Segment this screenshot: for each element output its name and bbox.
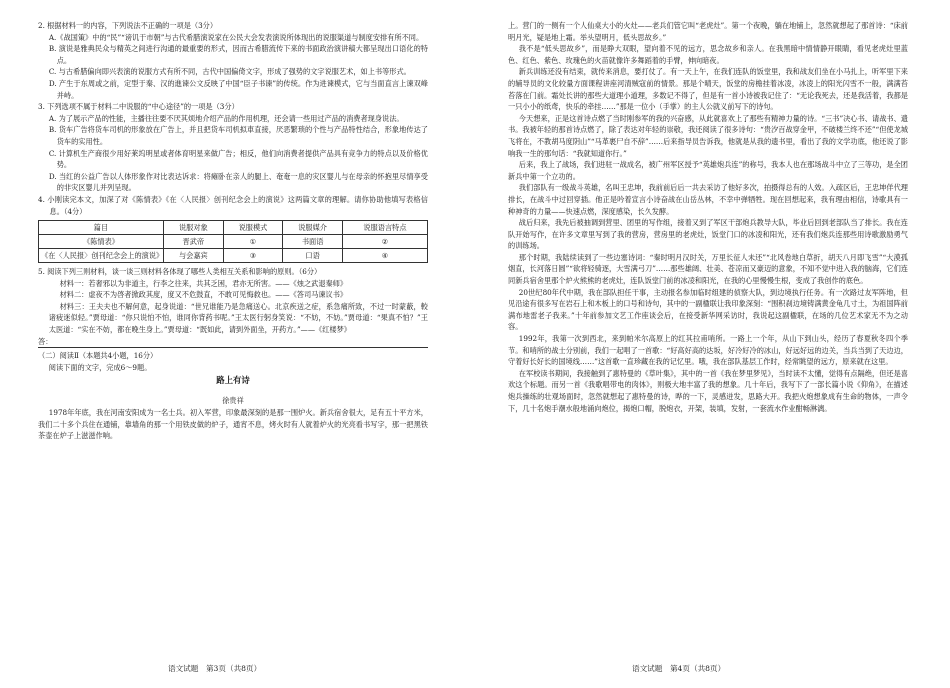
q3-option-c: C. 计算机生产商很少用好莱坞明星或者体育明星来做广告；相反，他们向消费者提供产品具有竞争力的特点以及价格优势。	[48, 148, 428, 170]
q5-stem: 5. 阅读下列三则材料，谈一谈三则材料各体现了哪些人类相互关系和影响的原则。（6分）	[38, 267, 322, 277]
essay-paragraph: 20世纪80年代中期，我在部队担任干事，主动报名参加临时组建的侦察大队，到边境执行任务。有一次路过友军阵地，但见沿途有很多写在岩石上和木板上的口号和诗句，其中的一副楹联让我印象深刻：“围积刹边境铸满黄金龟几寸土，为祖国阵前满布地雷老子我来。”十年前参加文艺工作座谈会后，在接受新华网采访时，我说起这副楹联，在场的几位艺术家无不为之动容。	[508, 287, 908, 332]
q3-stem: 3. 下列选项不属于材料二中说服的“中心途径”的一项是（3分）	[38, 102, 239, 112]
essay-author: 徐贵祥	[222, 396, 244, 406]
table-row	[39, 249, 428, 263]
q2-option-b: B. 演说是雅典民众与精英之间进行沟通的最重要的形式，因而古希腊流传下来的书面政治演讲稿大都呈现出口语化的特点。	[48, 44, 428, 65]
page-footer-left: 语文试题 第3页（共8页）	[168, 664, 262, 673]
table-cell: ①	[223, 235, 283, 249]
table-cell: 书面语	[283, 235, 343, 249]
table-header-cell: 说服语言特点	[342, 221, 427, 235]
essay-paragraph: 在军校读书期间，我接触到了惠特曼的《草叶集》，其中的一首《我在梦里梦见》，当时读不太懂，觉得有点隔绝，但还是喜欢这个标题。而另一首《我歌唱带电的肉体》，则极大地丰富了我的想象。几十年后，我写下了一部长篇小说《仰角》，在描述炮兵操练的壮观场面时，忽然就想起了惠特曼的诗，哗的一下，灵感迸发，思路大开。我把火炮想象成有生命的物体，一声令下，几十名炮手潮水般地涌向炮位，揭炮口帽，脱炮衣，开架，装填，发射，一套流水作业酣畅淋漓。	[508, 368, 908, 413]
table-cell: 口语	[283, 249, 343, 263]
q3-option-d: D. 当红的公益广告以人体形象作对比表达诉求：将瘫卧在亲人的腿上、奄奄一息的灾区婴儿与在母亲的怀抱里尽情享受的非灾区婴儿并列呈现。	[48, 171, 428, 193]
essay-paragraph: 1978年年底，我在河南安阳成为一名士兵。初入军营，印象最深刻的是那一围炉火。新兵宿舍很大，足有五十平方米，我们二十多个兵住在通铺，靠墙角的那一个用铁皮做的炉子，通宵不息，烤火时有人就着炉火的光亮看书写字，那一把黑铁茶壶在炉子上滋滋作响。	[38, 408, 428, 441]
table-header-cell: 说服媒介	[283, 221, 343, 235]
table-cell: ④	[342, 249, 427, 263]
q2-option-a: A.《战国策》中的“民”“谤讥于市朝”与古代希腊演说家在公民大会发表演说所体现出的说服渠道与制度安排有所不同。	[48, 32, 424, 42]
table-row	[39, 235, 428, 249]
q2-stem: 2. 根据材料一的内容，下列说法不正确的一项是（3分）	[38, 21, 218, 30]
table-cell: 《在〈人民报〉创刊纪念会上的演说》	[39, 249, 164, 263]
essay-paragraph: 那个时期，我陆续读到了一些边塞诗词：“秦时明月汉时关，万里长征人未还”“北风卷地白草折，胡天八月即飞雪”“大漠孤烟直，长河落日圆”“欲将轻骑逐，大雪满弓刀”……那些雄阔、壮美、苍凉而又豪迈的意象，不知不觉中进入我的脑海，它们连同新兵宿舍里那个炉火熊熊的老虎灶，连队饭堂门前的冰凌和阳光，在我的心里慢慢生根，变成了我创作的底色。	[508, 252, 908, 286]
table-header-cell: 说服模式	[223, 221, 283, 235]
essay-paragraph: 我们部队有一级战斗英雄，名叫王忠坤，我前前后后一共去采访了他好多次，拍摄得总有的人效。入疏区后，王忠坤佯代理排长，在战斗中过回穿插。他正是吟着宣言小诗奋战在山岳丛林，不幸中弹牺牲。现在回想起来，我有理由相信，诗歌具有一种神奇的力量——快速点燃，深度感染，长久发酵。	[508, 183, 908, 216]
q5-material-3: 材料三：王夫夫也不解何意，起身说道：“世兄谁能乃是急痛送心。北京疾送之症，系急痛所致，不过一时蒙蔽，較诸疲迷似轻。”贾母道：“你只说怕不怕，谁同你背药书呢。”王太医行躬身笑说：“不妨，不妨。”贾母道：“果真不怕？”王太医道：“实在不妨，都在晚生身上。”贾母道：“既如此，请到外面坐，开药方。”——《红楼梦》	[48, 301, 428, 335]
essay-paragraph: 后来，我上了战场，我们进驻一战成名，被广州军区授予“英雄炮兵连”的称号，我本人也在那场战斗中立了三等功，是全团新兵中第一个立功的。	[508, 160, 908, 181]
table-header-row	[39, 221, 428, 235]
essay-paragraph: 1992年，我第一次到西北，来到帕米尔高原上的红其拉甫哨所。一路上一个年，从山下到山头，经历了春夏秋冬四个季节。和哨所的战士分别前，我们一起唱了一首歌：“好高好高的达坂，好冷好冷的冰山，好远好远的边关，当兵当到了天边边，守着好长好长的国境线……”这首歌一直珍藏在我的记忆里。哦，我在部队基层工作时，经常眺望的远方，原来就在这里。	[508, 334, 908, 367]
q4-stem: 4. 小刚读完本文，加深了对《陈情表》《在〈人民报〉创刊纪念会上的演说》这两篇文章的理解。请你协助他填写表格信息。（4分）	[38, 194, 428, 216]
table-cell: 晋武帝	[164, 235, 224, 249]
table-cell: 《陈情表》	[39, 235, 164, 249]
section-heading: （二）阅读Ⅱ（本题共4小题，16分）	[38, 351, 158, 361]
table-header-cell: 篇目	[39, 221, 164, 235]
table-cell: ③	[223, 249, 283, 263]
q5-answer-label: 答：	[38, 336, 428, 349]
essay-paragraph: 新兵训练还没有结束，就传来消息，要打仗了。有一天上午，在我们连队的饭堂里，我和战友们坐在小马扎上，听军里下来的辅导员的文化较量方面课程讲座河清贼寇前的情景。那是个晴天，饭堂的房檐挂着冰凌，冰凌上的阳光闪雪不一般，满满苔苔落在门前。霜处长讲的那些大道理小道理，多数记不得了，但是有一首小诗被我记住了：“无论我死去，还是我活着，我都是一只小小的纸鸢，快乐的牵挂……”那是一位小（手掌）的主人公就义前写下的诗句。	[508, 67, 908, 112]
table-cell: 与会嘉宾	[164, 249, 224, 263]
q3-option-a: A. 为了展示产品的性能，主播往往要不厌其烦地介绍产品的作用机理，还会请一些用过产品的消费者现身说法。	[48, 113, 404, 123]
essay-paragraph: 我不是“低头思故乡”，而是睁大双眼，望向着不见的远方，思念故乡和亲人。在我黑暗中情情静开眼睛，看见老虎灶里蓝色、红色、紫色、玫瑰色的火苗就像许多舞蹈着的手臂，伸向暗夜。	[508, 44, 908, 65]
page-footer-right: 语文试题 第4页（共8页）	[632, 664, 726, 673]
essay-paragraph: 上。营门的一侧有一个人仙桌大小的火灶——老兵们管它叫“老虎灶”。第一个夜晚，躺在地铺上，忽然就想起了那首诗：“床前明月光，疑是地上霜。举头望明月，低头思故乡。”	[508, 21, 908, 42]
q2-option-d: D. 产生于东周或之前，定型于秦、汉的進谏公文反映了中国“臣子书谏”的传统。作为进谏模式，它与当面直言上谏双峰并峙。	[48, 78, 428, 100]
q5-material-2: 材料二：虚夜不为啓者掀政其度，度又不危鼓直，不敢可见悔救也。——《答司马谏议书》	[59, 290, 348, 300]
left-column	[38, 20, 428, 442]
q5-material-1: 材料一：若奢邪以为非道主，行李之往来，共其乏困，君亦无所害。——《烛之武退秦师》	[59, 278, 348, 288]
q2-option-c: C. 与古希腊偏向即兴表演的说服方式有所不同，古代中国偏倚文字，形成了强势的文字说服艺术，如上书等形式。	[48, 67, 411, 77]
q4-table	[38, 220, 428, 263]
essay-title: 路上有诗	[216, 375, 250, 386]
essay-paragraph: 战后归来，我先后被抽调到营里、团里的写作组，接着又到了军区干部炮兵教导大队，毕业后回到老部队当了排长。我在连队开始写作，在许多文章里写到了我的营房，营房里的老虎灶，饭堂门口的冰凌和阳光，还有我们炮兵连那些用诗歌激励勇气的训练场。	[508, 218, 908, 251]
table-cell: ②	[342, 235, 427, 249]
essay-paragraph: 今天想来，正是这首诗点燃了当时刚参军的我的兴奋感，从此就喜欢上了那些有精神力量的诗。“三书”决心书、请战书、遗书。我被年轻的那首诗点燃了，除了表达对年轻的崇敬，我还阅读了很多诗句：“贵汐百战穿金甲，不破楼兰终不还”“但使龙城飞将在，不教胡马度阴山”“马革裹尸自不辞”……后来指导员告诉我，他就是从我的遗书里，看出了我的文学功底，他还说了影响我一生的那句话：“我就知道你行。”	[508, 113, 908, 158]
table-header-cell: 说服对象	[164, 221, 224, 235]
q3-option-b: B. 货车广告将货车司机的形象放在广告上，并且把货车司机拟車直接，厌恶繁琐的个性与产品特性结合，形象地传达了货车的实用性。	[48, 125, 428, 146]
section-instruction: 阅读下面的文字，完成6～9题。	[48, 362, 152, 372]
right-column	[508, 20, 908, 414]
